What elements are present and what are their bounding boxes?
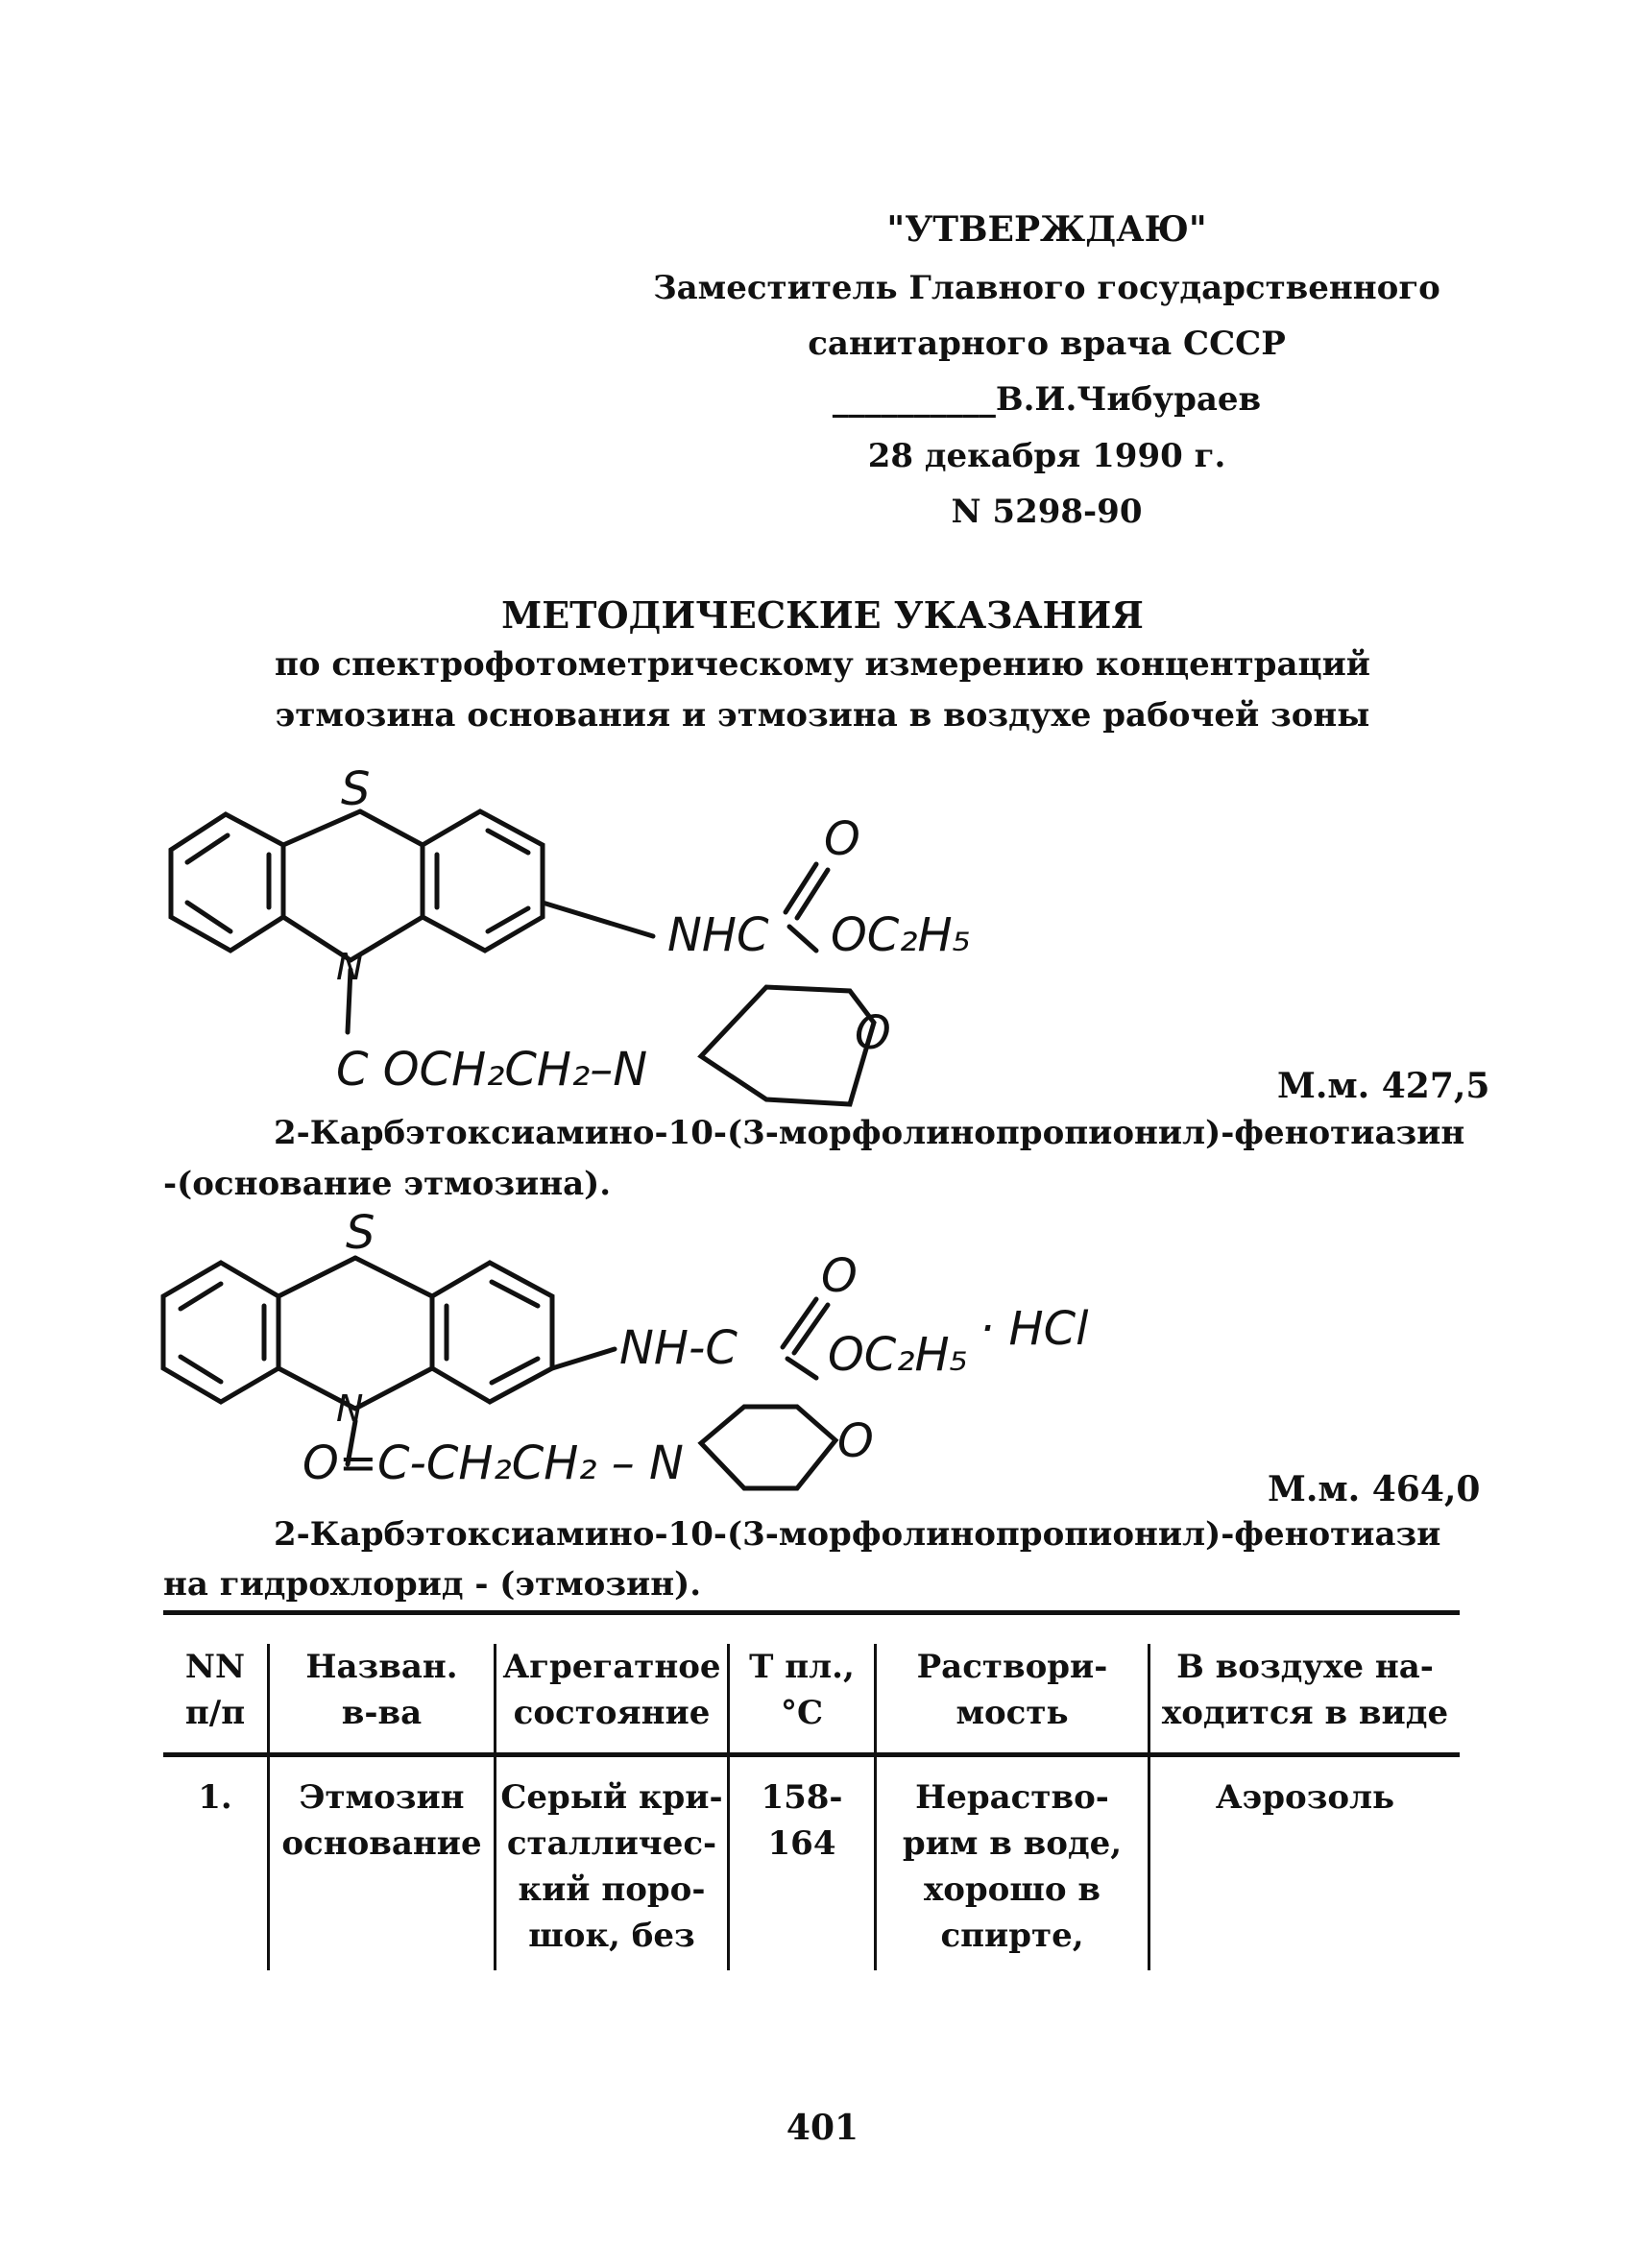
cell-text: 1. — [198, 1778, 232, 1817]
table-top-rule — [163, 1610, 1460, 1615]
table-header-rule — [163, 1752, 1460, 1757]
amide-nh-label-2: NH-C — [619, 1321, 738, 1375]
cell-text: Аэрозоль — [1215, 1778, 1395, 1817]
cell-text: 158- — [761, 1778, 843, 1817]
header-number — [163, 1644, 267, 1736]
header-melting-point — [730, 1644, 874, 1736]
approval-signature: __________В.И.Чибураев — [832, 380, 1262, 419]
table-cell-state — [496, 1774, 727, 1959]
cell-text: Серый кри- — [500, 1778, 723, 1817]
cell-text: рим в воде, — [902, 1824, 1123, 1863]
ethoxy-label-2: OC₂H₅ — [828, 1328, 968, 1382]
cell-text: Нераство- — [915, 1778, 1109, 1817]
nitrogen-label-1: N — [336, 946, 364, 988]
header-text: В воздухе на- — [1176, 1648, 1434, 1686]
header-substance-name — [270, 1644, 494, 1736]
table-cell-melting-point — [730, 1774, 874, 1867]
cell-text: спирте, — [940, 1917, 1084, 1955]
compound-name-1-line1: 2-Карбэтоксиамино-10-(3-морфолинопропионил)-фенотиазин — [274, 1114, 1465, 1152]
approval-heading: "УТВЕРЖДАЮ" — [886, 209, 1207, 250]
morpholine-oxygen-label-2: O — [837, 1414, 874, 1468]
approval-position-line1: Заместитель Главного государственного — [653, 269, 1440, 307]
structural-formula-2 — [144, 1205, 1200, 1522]
header-text: в-ва — [341, 1694, 423, 1732]
header-air-form — [1150, 1644, 1460, 1736]
approval-block — [653, 0, 1440, 538]
molecular-mass-2: М.м. 464,0 — [1268, 1469, 1481, 1509]
header-aggregate-state — [496, 1644, 727, 1736]
side-chain-label-1: C OCH₂CH₂–N — [336, 1043, 648, 1097]
table-cell-number — [163, 1774, 267, 1821]
cell-text: шок, без — [528, 1917, 695, 1955]
molecular-mass-1: М.м. 427,5 — [1277, 1066, 1490, 1106]
header-text: состояние — [513, 1694, 711, 1732]
carbonyl-oxygen-label-1: O — [824, 812, 860, 866]
nitrogen-label-2: N — [336, 1387, 364, 1430]
header-text: ходится в виде — [1161, 1694, 1449, 1732]
structural-formula-1 — [144, 759, 1008, 1143]
document-title: МЕТОДИЧЕСКИЕ УКАЗАНИЯ — [501, 593, 1144, 637]
header-text: Назван. — [305, 1648, 458, 1686]
cell-text: хорошо в — [923, 1870, 1101, 1909]
cell-text: кий поро- — [518, 1870, 706, 1909]
cell-text: сталличес- — [506, 1824, 717, 1863]
document-subtitle-line1: по спектрофотометрическому измерению концентраций — [274, 645, 1371, 684]
header-text: Раствори- — [916, 1648, 1108, 1686]
side-chain-label-2: O=C-CH₂CH₂ – N — [302, 1436, 684, 1490]
ethoxy-label-1: OC₂H₅ — [831, 908, 971, 962]
header-solubility — [877, 1644, 1148, 1736]
header-text: п/п — [184, 1694, 246, 1732]
amide-nh-label-1: NHC — [667, 908, 769, 962]
table-cell-substance — [270, 1774, 494, 1867]
compound-name-2-line1: 2-Карбэтоксиамино-10-(3-морфолинопропионил)-фенотиази — [274, 1515, 1441, 1554]
header-text: °С — [780, 1694, 824, 1732]
sulfur-label-1: S — [341, 762, 371, 816]
approval-number: N 5298-90 — [951, 493, 1143, 531]
cell-text: 164 — [767, 1824, 836, 1863]
document-subtitle-line2: этмозина основания и этмозина в воздухе рабочей зоны — [275, 696, 1370, 735]
compound-name-1-line2: -(основание этмозина). — [163, 1165, 612, 1203]
approval-position-line2: санитарного врача СССР — [808, 325, 1286, 363]
header-text: NN — [184, 1648, 246, 1686]
compound-name-2-line2: на гидрохлорид - (этмозин). — [163, 1565, 702, 1604]
header-text: Агрегатное — [502, 1648, 721, 1686]
cell-text: основание — [281, 1824, 482, 1863]
page-number: 401 — [786, 2108, 859, 2148]
table-cell-air-form — [1150, 1774, 1460, 1821]
cell-text: Этмозин — [299, 1778, 465, 1817]
approval-date: 28 декабря 1990 г. — [867, 437, 1226, 475]
carbonyl-oxygen-label-2: O — [821, 1249, 858, 1303]
table-cell-solubility — [877, 1774, 1148, 1959]
header-text: мость — [956, 1694, 1069, 1732]
morpholine-oxygen-label-1: O — [855, 1006, 891, 1060]
header-text: Т пл., — [749, 1648, 855, 1686]
hydrochloride-label: · HCl — [980, 1302, 1089, 1356]
sulfur-label-2: S — [346, 1206, 375, 1260]
